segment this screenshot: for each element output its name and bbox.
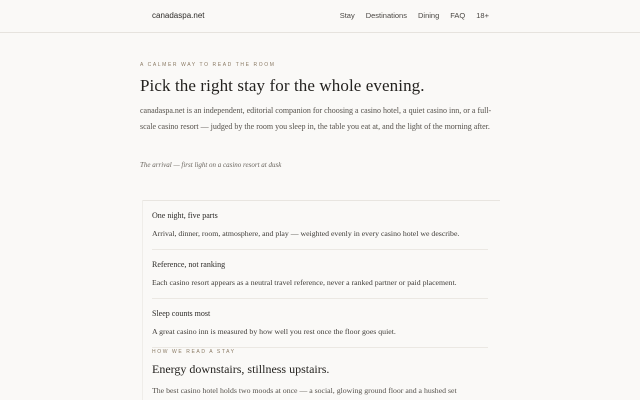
nav-link-age-notice[interactable]: 18+	[476, 11, 489, 20]
hero-eyebrow: A CALMER WAY TO READ THE ROOM	[140, 62, 276, 68]
hero-lede: canadaspa.net is an independent, editorial companion for choosing a casino hotel, a quiet casino inn, or a full-scale casino resort — judged by the room you sleep in, the table you eat at, and the light of the morning after.	[140, 106, 492, 131]
nav-link-dining[interactable]: Dining	[417, 11, 440, 20]
principle-body: Each casino resort appears as a neutral travel reference, never a ranked partner or paid placement.	[152, 278, 457, 287]
nav-link-destinations[interactable]: Destinations	[365, 11, 407, 20]
main-nav	[340, 11, 489, 20]
nav-link-faq[interactable]: FAQ	[450, 11, 466, 20]
page-title: Pick the right stay for the whole evening.	[140, 76, 425, 95]
principle-title: Reference, not ranking	[152, 260, 226, 269]
top-bar	[0, 0, 640, 33]
section-title: Energy downstairs, stillness upstairs.	[152, 362, 330, 376]
principle-item	[152, 211, 490, 238]
principle-item	[152, 260, 490, 287]
principle-title: One night, five parts	[152, 211, 218, 220]
principle-divider	[152, 298, 488, 299]
brand-logo-link[interactable]: canadaspa.net	[152, 11, 205, 20]
principle-divider	[152, 347, 488, 348]
principle-title: Sleep counts most	[152, 309, 211, 318]
nav-link-stay[interactable]: Stay	[339, 11, 355, 20]
hero-image-caption: The arrival — first light on a casino resort at dusk	[140, 161, 282, 169]
principle-divider	[152, 249, 488, 250]
principles-left-rule	[142, 200, 143, 400]
principle-item	[152, 309, 490, 336]
section-eyebrow: HOW WE READ A STAY	[152, 349, 236, 355]
section-body: The best casino hotel holds two moods at once — a social, glowing ground floor and a hushed set	[152, 386, 457, 395]
principles-top-rule	[142, 200, 500, 201]
principle-body: A great casino inn is measured by how well you rest once the floor goes quiet.	[152, 327, 396, 336]
principle-body: Arrival, dinner, room, atmosphere, and play — weighted evenly in every casino hotel we describe.	[152, 229, 460, 238]
